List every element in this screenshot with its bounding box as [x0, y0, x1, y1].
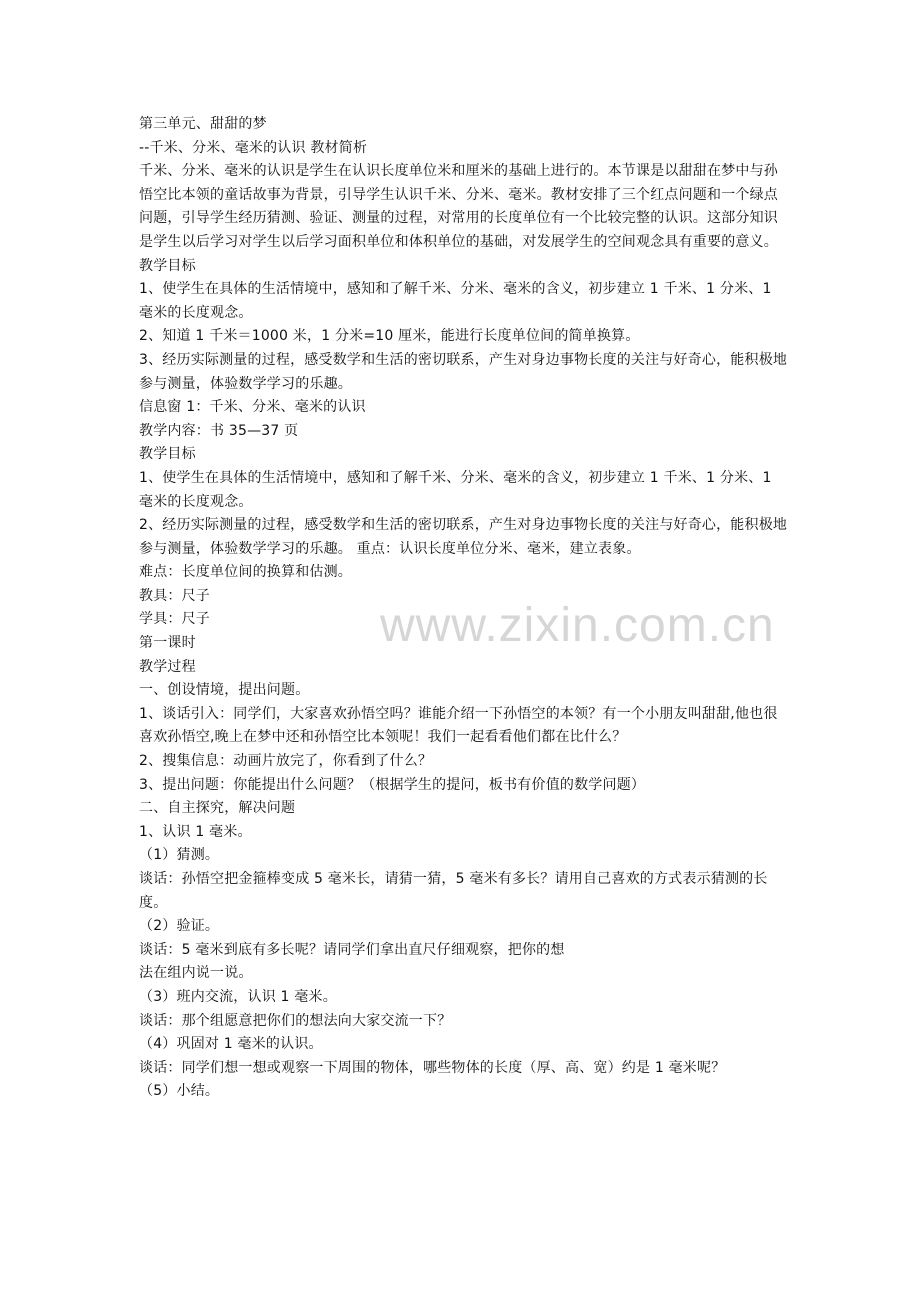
sub-step: （4）巩固对 1 毫米的认识。: [139, 1036, 323, 1053]
step-heading: 一、创设情境，提出问题。: [139, 682, 310, 699]
analysis-paragraph: 千米、分米、毫米的认识是学生在认识长度单位米和厘米的基础上进行的。本节课是以甜甜在梦中与孙悟空比本领的童话故事为背景，引导学生认识千米、分米、毫米。教材安排了三个红点问题和一个绿点问题，引导学生经历猜测、验证、测量的过程，对常用的长度单位有一个比较完整的认识。这部分知识是学生以后学习对学生以后学习面积单位和体积单位的基础，对发展学生的空间观念具有重要的意义。: [139, 163, 778, 250]
difficulty-line: 难点：长度单位间的换算和估测。: [139, 564, 352, 581]
goal-item: 3、经历实际测量的过程，感受数学和生活的密切联系，产生对身边事物长度的关注与好奇心，能积极地参与测量，体验数学学习的乐趣。: [139, 351, 788, 392]
sub-step: （5）小结。: [139, 1083, 220, 1100]
step-item: 3、提出问题：你能提出什么问题？（根据学生的提问，板书有价值的数学问题）: [139, 776, 646, 793]
learning-tools: 学具：尺子: [139, 611, 210, 628]
unit-title: 第三单元、甜甜的梦: [139, 116, 267, 132]
goal-item: 2、知道 1 千米＝1000 米，1 分米=10 厘米，能进行长度单位间的简单换算。: [139, 328, 640, 345]
section-heading: 教学过程: [139, 658, 196, 675]
document-body: [139, 113, 789, 1104]
dialogue-line: 谈话：那个组愿意把你们的想法向大家交流一下？: [139, 1012, 452, 1029]
step-item: 2、搜集信息：动画片放完了，你看到了什么？: [139, 753, 433, 770]
watermark: www.zixin.com.cn: [380, 599, 775, 652]
sub-step: （1）猜测。: [139, 847, 220, 864]
goal-item: 1、使学生在具体的生活情境中，感知和了解千米、分米、毫米的含义，初步建立 1 千米、1 分米、1 毫米的长度观念。: [139, 469, 772, 510]
step-item: 1、认识 1 毫米。: [139, 823, 252, 840]
teaching-tools: 教具：尺子: [139, 587, 210, 604]
section-heading: 教学目标: [139, 257, 196, 274]
subtitle: --千米、分米、毫米的认识 教材简析: [139, 139, 368, 156]
sub-step: （3）班内交流，认识 1 毫米。: [139, 988, 337, 1005]
section-heading: 教学目标: [139, 446, 196, 463]
teaching-content: 教学内容：书 35—37 页: [139, 422, 299, 439]
dialogue-line: 谈话：5 毫米到底有多长呢？请同学们拿出直尺仔细观察，把你的想: [139, 941, 565, 958]
dialogue-line: 法在组内说一说。: [139, 965, 253, 982]
dialogue-line: 谈话：孙悟空把金箍棒变成 5 毫米长，请猜一猜，5 毫米有多长？请用自己喜欢的方式表示猜测的长度。: [139, 871, 768, 911]
step-item: 1、谈话引入：同学们，大家喜欢孙悟空吗？谁能介绍一下孙悟空的本领？有一个小朋友叫甜甜,他也很喜欢孙悟空,晚上在梦中还和孙悟空比本领呢！我们一起看看他们都在比什么？: [139, 705, 778, 746]
info-window-title: 信息窗 1：千米、分米、毫米的认识: [139, 399, 366, 416]
lesson-number: 第一课时: [139, 635, 196, 652]
step-heading: 二、自主探究，解决问题: [139, 800, 296, 817]
dialogue-line: 谈话：同学们想一想或观察一下周围的物体，哪些物体的长度（厚、高、宽）约是 1 毫米呢？: [139, 1059, 726, 1076]
goal-item: 2、经历实际测量的过程，感受数学和生活的密切联系，产生对身边事物长度的关注与好奇心，能积极地参与测量，体验数学学习的乐趣。 重点：认识长度单位分米、毫米，建立表象。: [139, 517, 788, 557]
goal-item: 1、使学生在具体的生活情境中，感知和了解千米、分米、毫米的含义，初步建立 1 千米、1 分米、1 毫米的长度观念。: [139, 281, 772, 321]
sub-step: （2）验证。: [139, 918, 220, 935]
